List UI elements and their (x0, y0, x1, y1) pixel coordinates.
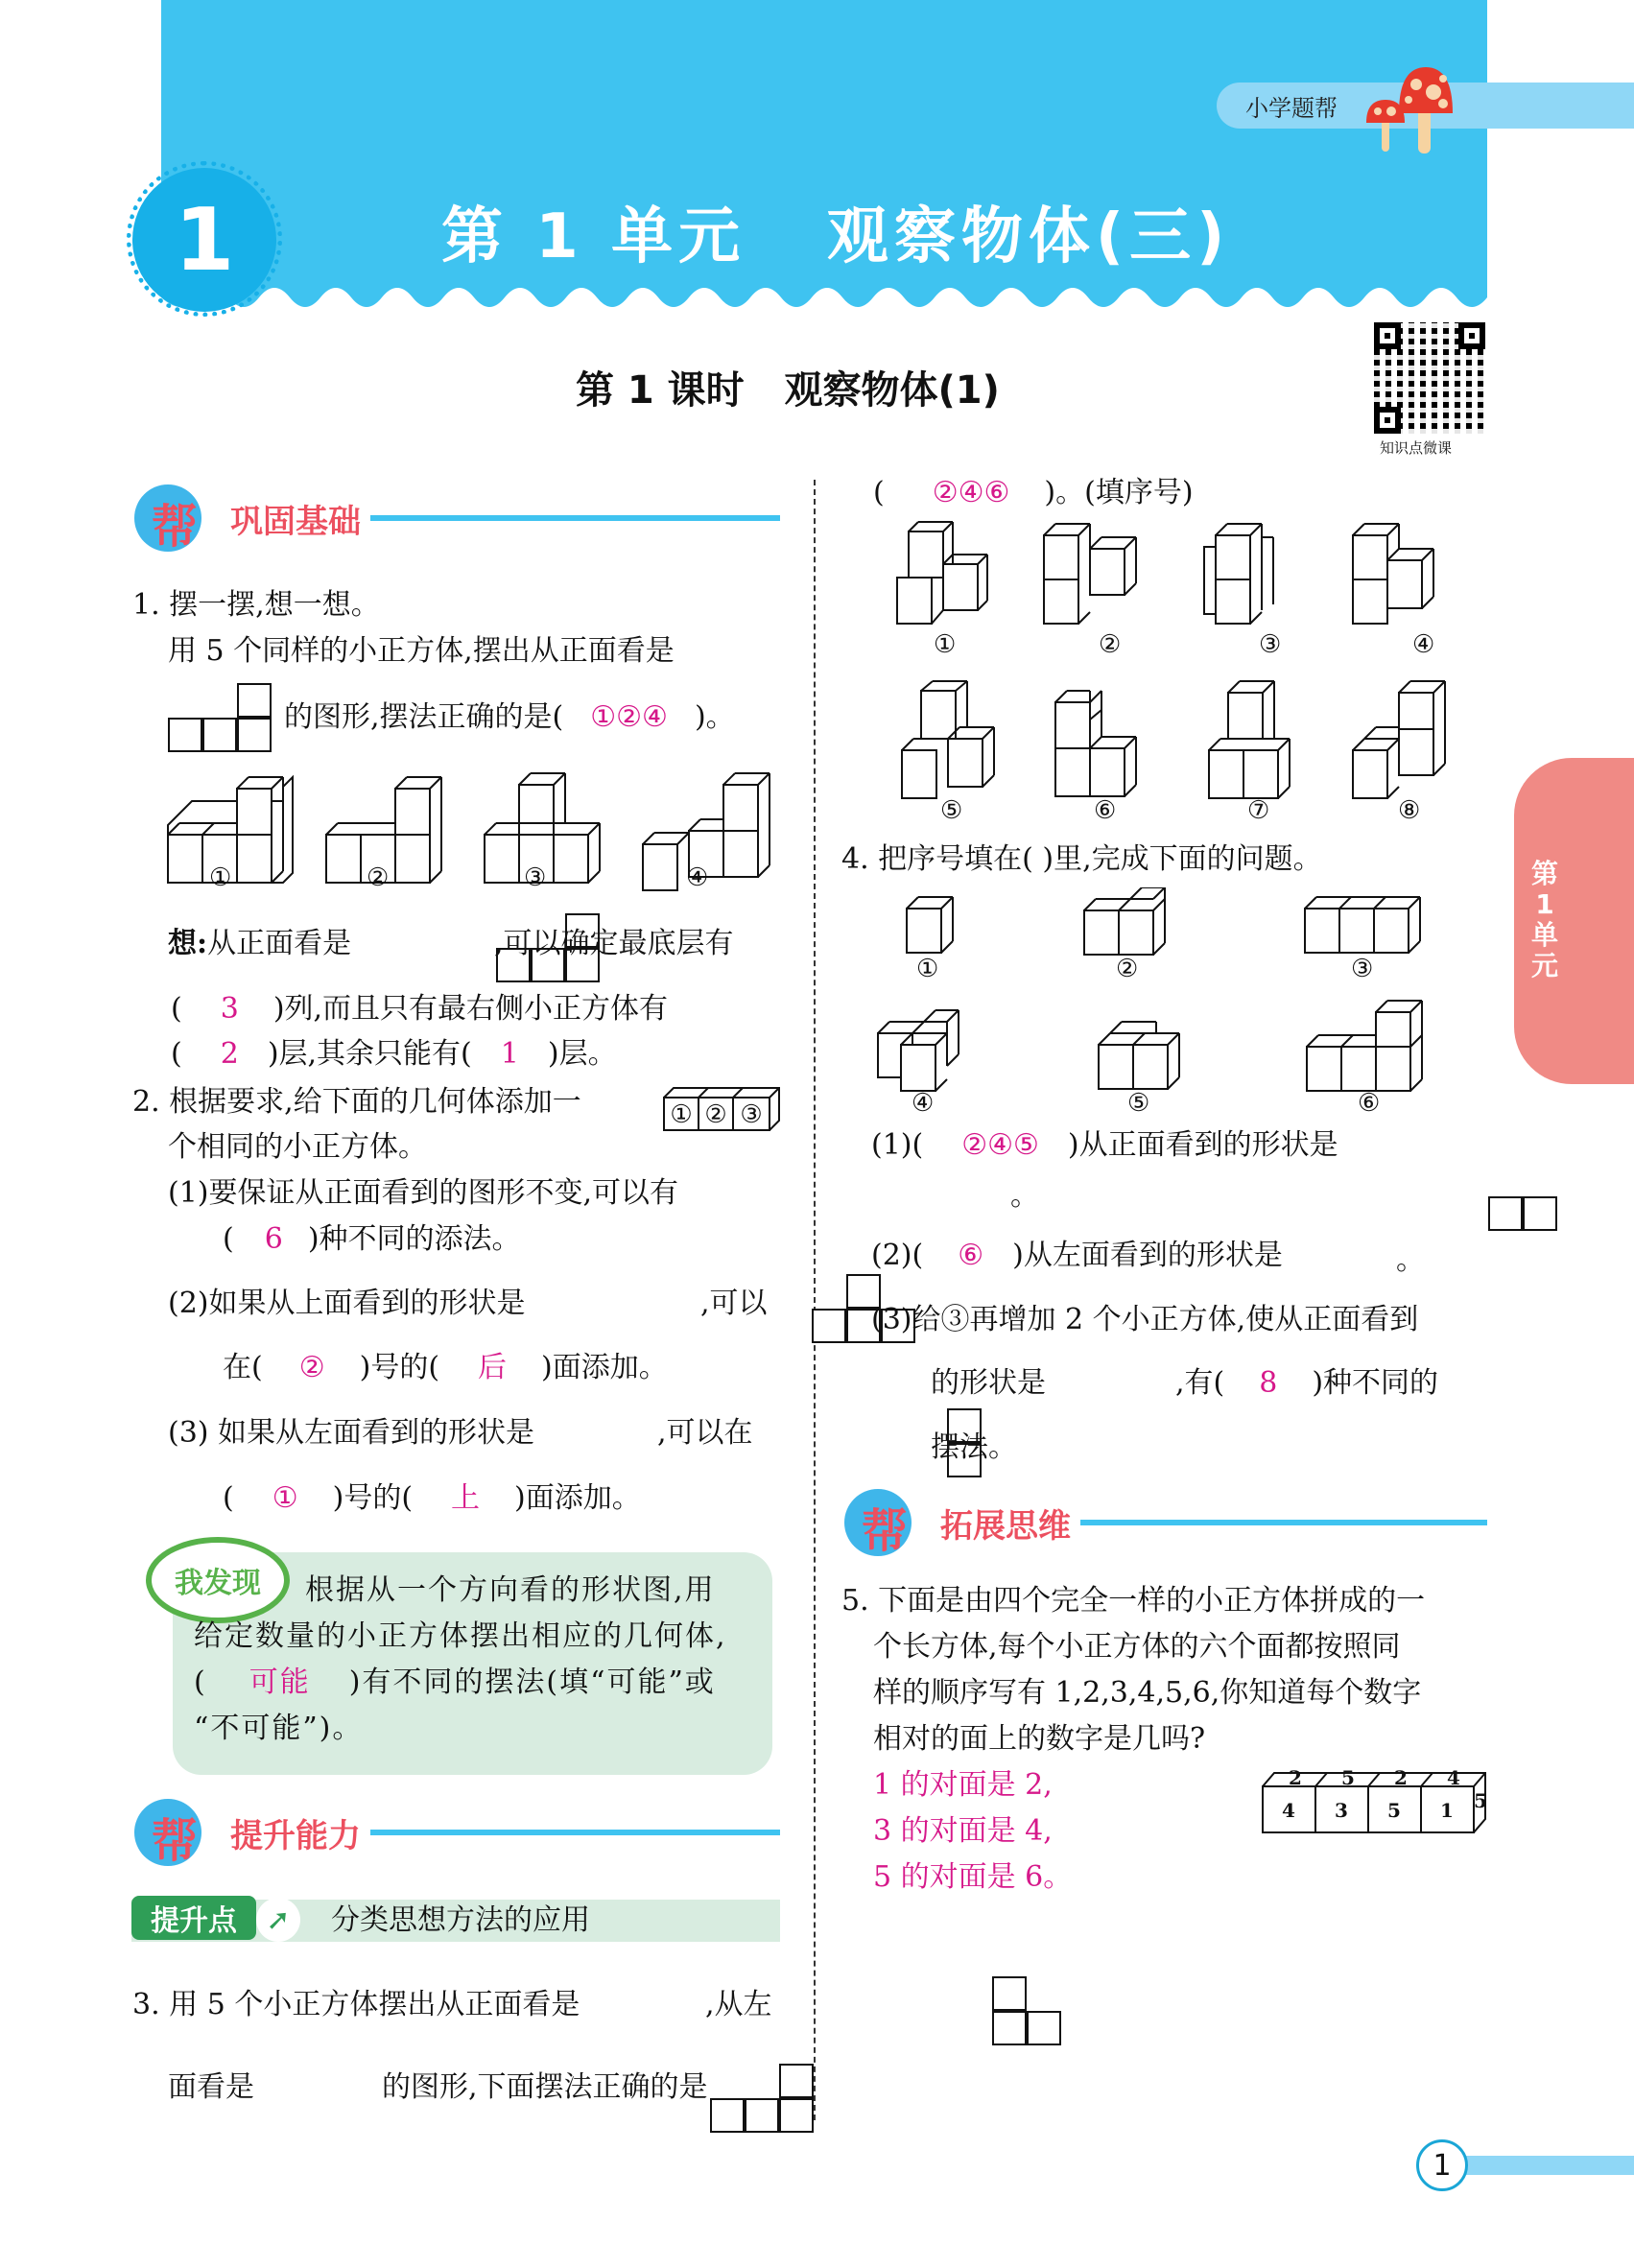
q3-fig-label-8: ⑧ (1398, 796, 1421, 825)
page-number: 1 (1416, 2139, 1468, 2191)
q3-left-shape (710, 2064, 814, 2133)
q3-fig-label-5: ⑤ (940, 796, 963, 825)
q4-fig-label-4: ④ (912, 1089, 935, 1118)
q4-part1: (1)( ②④⑤ )从正面看到的形状是 (871, 1128, 1338, 1162)
q2-part3-answer-line: ( ① )号的( 上 )面添加。 (223, 1481, 641, 1515)
q4-part3-end: 摆法。 (931, 1430, 1017, 1464)
q4-fig-label-6: ⑥ (1358, 1089, 1381, 1118)
q1-fig-label-2: ② (367, 863, 390, 892)
q3-answer-line: ( ②④⑥ )。(填序号) (873, 476, 1194, 509)
q3-title: 3. 用 5 个小正方体摆出从正面看是 (132, 1988, 580, 2021)
section-header-basics: 帮 巩固基础 (134, 484, 780, 552)
section-header-expand: 帮 拓展思维 (844, 1489, 1487, 1556)
q3-fig-label-1: ① (934, 630, 957, 659)
discover-line4: “不可能”)。 (194, 1712, 364, 1745)
q4-part3-answer: ,有( 8 )种不同的 (1175, 1366, 1439, 1400)
q5-line3: 样的顺序写有 1,2,3,4,5,6,你知道每个数字 (873, 1676, 1422, 1710)
q3-figures (883, 518, 1478, 806)
discover-line3: ( 可能 )有不同的摆法(填“可能”或 (194, 1666, 716, 1699)
q4-part2-end: 。 (1396, 1243, 1425, 1277)
q1-figures (163, 768, 777, 902)
svg-text:5: 5 (1387, 1799, 1401, 1822)
lesson-title: 第 1 课时 观察物体(1) (576, 368, 1000, 413)
svg-text:5: 5 (1341, 1767, 1355, 1789)
discover-badge: 我发现 (146, 1537, 290, 1623)
q4-fig-label-3: ③ (1351, 955, 1374, 983)
q5-answer-3: 5 的对面是 6。 (873, 1860, 1073, 1894)
q3-answer: ②④⑥ (932, 476, 1010, 509)
unit-number-badge (132, 168, 276, 312)
q1-line3: 的图形,摆法正确的是( ①②④ )。 (284, 700, 735, 734)
section-header-improve: 帮 提升能力 (134, 1799, 780, 1866)
q5-cuboid (1259, 1767, 1489, 1844)
q5-answer-1: 1 的对面是 2, (873, 1768, 1053, 1802)
think-line1-end: ,可以确定最底层有 (494, 927, 734, 960)
arrow-icon: ➚ (256, 1898, 300, 1942)
q1-fig-label-1: ① (209, 863, 232, 892)
q4-figures (864, 887, 1458, 1108)
unit-title: 第 1 单元 观察物体(三) (441, 201, 1231, 272)
wave-decoration (161, 278, 1487, 317)
q2-text: 个相同的小正方体。 (168, 1130, 427, 1164)
svg-text:4: 4 (1282, 1799, 1295, 1822)
q4-fig-label-5: ⑤ (1127, 1089, 1150, 1118)
q3-title-end: ,从左 (705, 1988, 772, 2021)
bang-badge-icon: 帮 (844, 1489, 912, 1556)
discover-line1: 根据从一个方向看的形状图,用 (305, 1573, 716, 1607)
q5-line4: 相对的面上的数字是几吗? (873, 1722, 1206, 1756)
q5-answer-2: 3 的对面是 4, (873, 1814, 1053, 1848)
q2-part2: (2)如果从上面看到的形状是 (168, 1287, 526, 1320)
q4-fig-label-2: ② (1116, 955, 1139, 983)
q5-line2: 个长方体,每个小正方体的六个面都按照同 (873, 1630, 1401, 1664)
q4-part1-end: 。 (1010, 1179, 1039, 1213)
q2-part3-end: ,可以在 (657, 1416, 753, 1450)
svg-text:2: 2 (1394, 1767, 1408, 1789)
q2-part2-answer-line: 在( ② )号的( 后 )面添加。 (223, 1351, 668, 1384)
q1-text: 用 5 个同样的小正方体,摆出从正面看是 (168, 634, 675, 668)
svg-text:2: 2 (1289, 1767, 1302, 1789)
svg-text:5: 5 (1474, 1789, 1487, 1812)
qr-code[interactable] (1374, 322, 1485, 434)
svg-text:3: 3 (1335, 1799, 1348, 1822)
q1-answer: ①②④ (590, 700, 668, 734)
unit-number: 1 (174, 189, 235, 291)
q2-title: 2. 根据要求,给下面的几何体添加一 (132, 1085, 581, 1119)
front-view-shape (168, 683, 272, 752)
discover-line2: 给定数量的小正方体摆出相应的几何体, (194, 1619, 727, 1653)
page-bar (1465, 2156, 1634, 2175)
q4-part2: (2)( ⑥ )从左面看到的形状是 (871, 1239, 1283, 1272)
qr-caption: 知识点微课 (1380, 439, 1453, 457)
q3-fig-label-6: ⑥ (1094, 796, 1117, 825)
q1-fig-label-4: ④ (686, 863, 709, 892)
svg-text:②: ② (704, 1100, 727, 1129)
tip-badge: 提升点 (131, 1896, 256, 1940)
q4-fig-label-1: ① (916, 955, 939, 983)
svg-text:4: 4 (1447, 1767, 1460, 1789)
q2-row-figure (662, 1084, 782, 1134)
svg-text:1: 1 (1440, 1799, 1454, 1822)
svg-text:③: ③ (740, 1100, 763, 1129)
q4-front-shape (1488, 1196, 1557, 1231)
q5-title: 5. 下面是由四个完全一样的小正方体拼成的一 (841, 1584, 1426, 1618)
q1-fig-label-3: ③ (524, 863, 547, 892)
q3-fig-label-2: ② (1099, 630, 1122, 659)
bang-badge-icon: 帮 (134, 1799, 201, 1866)
q4-title: 4. 把序号填在( )里,完成下面的问题。 (841, 842, 1322, 876)
q4-part3: (3)给③再增加 2 个小正方体,使从正面看到 (871, 1303, 1419, 1336)
q1-title: 1. 摆一摆,想一想。 (132, 588, 380, 622)
q3-line2-end: 的图形,下面摆法正确的是 (382, 2070, 708, 2104)
tip-text: 分类思想方法的应用 (331, 1903, 590, 1937)
q3-front-shape (992, 1976, 1061, 2045)
q4-part3-line2: 的形状是 (931, 1366, 1046, 1400)
mushroom-icon (1361, 59, 1466, 155)
q2-part3: (3) 如果从左面看到的形状是 (168, 1416, 535, 1450)
side-tab-label: 第1单元 (1530, 858, 1558, 981)
q2-part2-end: ,可以 (700, 1287, 768, 1320)
think-line3: ( 2 )层,其余只能有( 1 )层。 (171, 1037, 617, 1071)
think-line1: 想:从正面看是 (168, 927, 352, 960)
svg-text:①: ① (670, 1100, 693, 1129)
q3-fig-label-7: ⑦ (1247, 796, 1270, 825)
q3-fig-label-4: ④ (1412, 630, 1435, 659)
q2-part1-answer-line: ( 6 )种不同的添法。 (223, 1222, 521, 1256)
think-line2: ( 3 )列,而且只有最右侧小正方体有 (171, 992, 669, 1026)
bang-badge-icon: 帮 (134, 484, 201, 552)
q3-line2: 面看是 (168, 2070, 254, 2104)
brand-name: 小学题帮 (1245, 95, 1338, 122)
q3-fig-label-3: ③ (1259, 630, 1282, 659)
q2-part1: (1)要保证从正面看到的图形不变,可以有 (168, 1176, 679, 1210)
